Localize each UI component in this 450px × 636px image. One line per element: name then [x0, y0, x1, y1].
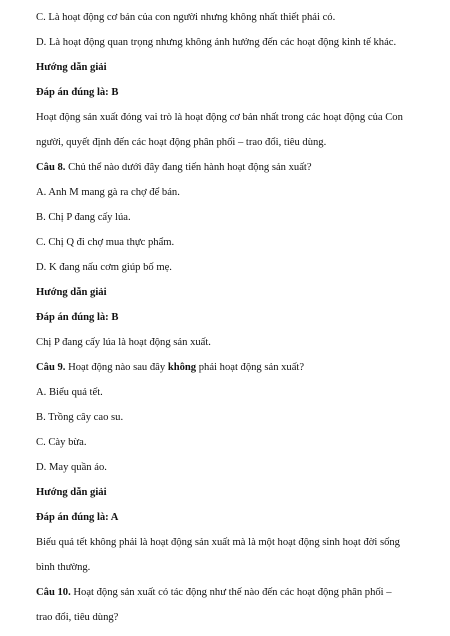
- q9-explanation-line-1: Biếu quả tết không phải là hoạt động sản xuất mà là một hoạt động sinh hoạt đời sống: [36, 537, 400, 548]
- q9-guide-heading: Hướng dẫn giải: [36, 487, 107, 498]
- q9-option-d: D. May quần áo.: [36, 462, 107, 473]
- q9-text-bold: không: [167, 362, 197, 373]
- q9-text-after: phải hoạt động sản xuất?: [196, 362, 305, 373]
- q9-text-before: Hoạt động nào sau đây: [65, 362, 168, 373]
- q9-option-a: A. Biểu quả tết.: [36, 387, 103, 398]
- q7-answer: Đáp án đúng là: B: [36, 87, 119, 98]
- q9-question: [36, 361, 418, 375]
- q8-option-a: A. Anh M mang gà ra chợ để bán.: [36, 187, 180, 198]
- q9-option-c: C. Cày bừa.: [36, 437, 87, 448]
- q9-option-b: B. Trồng cây cao su.: [36, 412, 124, 423]
- q8-answer: Đáp án đúng là: B: [36, 312, 119, 323]
- q7-guide-heading: Hướng dẫn giải: [36, 62, 107, 73]
- q7-option-d: D. Là hoạt động quan trọng nhưng không ảnh hưởng đến các hoạt động kinh tế khác.: [36, 37, 397, 48]
- q8-option-d: D. K đang nấu cơm giúp bố mẹ.: [36, 262, 172, 273]
- q8-guide-heading: Hướng dẫn giải: [36, 287, 107, 298]
- q8-label: Câu 8.: [36, 162, 66, 173]
- q8-option-b: B. Chị P đang cấy lúa.: [36, 212, 131, 223]
- q10-label: Câu 10.: [36, 587, 71, 598]
- q10-question-line-2: trao đổi, tiêu dùng?: [36, 612, 119, 623]
- q10-text-1: Hoạt động sản xuất có tác động như thế nào đến các hoạt động phân phối –: [70, 587, 392, 598]
- q7-explanation-line-1: Hoạt động sản xuất đóng vai trò là hoạt động cơ bản nhất trong các hoạt động của Con: [36, 112, 403, 123]
- q9-explanation-line-2: bình thường.: [36, 562, 91, 573]
- q7-option-c: C. Là hoạt động cơ bản của con người nhưng không nhất thiết phải có.: [36, 12, 336, 23]
- q8-question: [36, 161, 418, 175]
- q9-answer: Đáp án đúng là: A: [36, 512, 119, 523]
- q10-question-line-1: [36, 586, 418, 600]
- q8-text: Chủ thể nào dưới đây đang tiến hành hoạt động sản xuất?: [65, 162, 312, 173]
- q8-option-c: C. Chị Q đi chợ mua thực phẩm.: [36, 237, 175, 248]
- q7-explanation-line-2: người, quyết định đến các hoạt động phân phối – trao đổi, tiêu dùng.: [36, 137, 327, 148]
- q9-label: Câu 9.: [36, 362, 66, 373]
- q8-explanation: Chị P đang cấy lúa là hoạt động sản xuất.: [36, 337, 211, 348]
